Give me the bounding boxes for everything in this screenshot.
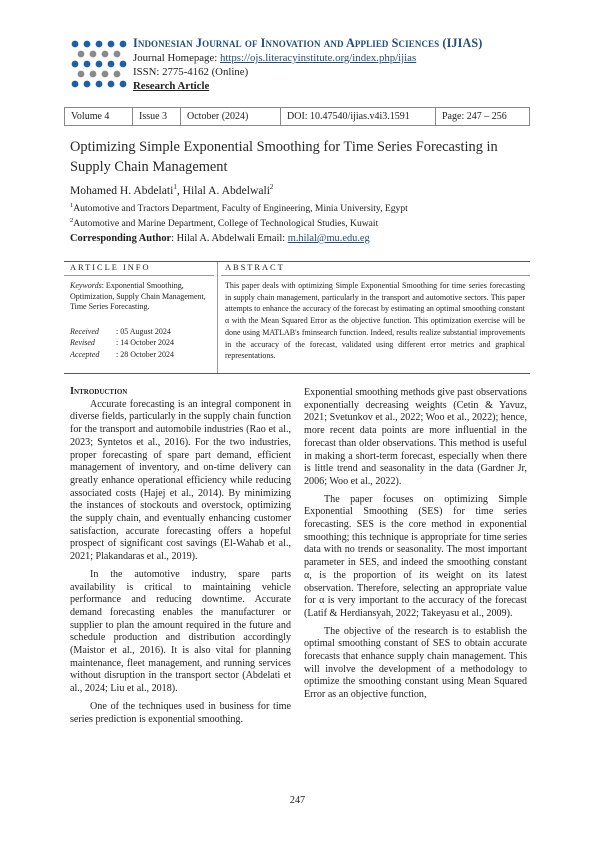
article-dates <box>70 326 174 360</box>
table-row <box>65 108 530 126</box>
paragraph: The paper focuses on optimizing Simple Exponential Smoothing (SES) for time series forecasting. SES is the core method in exponential smoothing; this technique is appropriate for time series data with no trends or seasonality. The most important parameter in SES, and indeed the smoothing constant α, is the proportion of its weight on its latest observation. Therefore, selecting an appropriate value for α is very important to the accuracy of the forecast (Latif & Herdiansyah, 2022; Takeyasu et al., 2009). <box>304 493 527 619</box>
accepted-row <box>70 349 174 360</box>
date-cell: October (2024) <box>181 108 281 126</box>
paragraph: Accurate forecasting is an integral component in diverse fields, particularly in the supply chain function for the transport and automobile industries (Rao et al., 2023; Syntetos et al., 2016). For the two industries, proper forecasting of spare part demand, efficient management of inventory, and on-time delivery can greatly enhance operational efficiency while reducing associated costs (Hajej et al., 2014). By minimizing the instances of stockouts and overstock, optimizing the supply chain, and eventually enhancing customer satisfaction, accurate forecasting offers a hopeful prospect of significant cost savings (El-Wahab et al., 2021; Plakandaras et al., 2019). <box>70 398 291 563</box>
body-left-column <box>70 386 291 731</box>
issue-cell: Issue 3 <box>133 108 181 126</box>
journal-title: Indonesian Journal of Innovation and Applied Sciences (IJIAS) <box>133 36 483 50</box>
author-1: Mohamed H. Abdelati <box>70 183 174 197</box>
info-divider <box>64 275 214 276</box>
divider-top <box>64 261 530 262</box>
article-info-heading: ARTICLE INFO <box>70 263 151 272</box>
section-heading-introduction: Introduction <box>70 386 128 397</box>
affiliation-2 <box>70 217 378 229</box>
homepage-link[interactable]: https://ojs.literacyinstitute.org/index.php/ijias <box>219 52 417 64</box>
revised-label: Revised <box>70 338 95 348</box>
revised-value: : 14 October 2024 <box>116 338 174 348</box>
paragraph: Exponential smoothing methods give past observations exponentially decreasing weights (Cetin & Yavuz, 2021; Svetunkov et al., 2022; Woo et al., 2022); hence, more recent data points are more influential in the forecast than older observations. This method is useful in making a short-term forecast, especially when there is little trend and seasonality in the data (Gardner Jr, 2006; Woo et al., 2022). <box>304 387 527 487</box>
affiliation-1 <box>70 202 408 214</box>
paragraph: The objective of the research is to establish the optimal smoothing constant of SES to obtain accurate forecasts that enhance supply chain management. This will involve the development of a methodology to optimize the smoothing constant using Mean Squared Error as an objective function, <box>304 625 527 701</box>
author-1-sup: 1 <box>173 183 177 191</box>
volume-cell: Volume 4 <box>65 108 133 126</box>
keywords-label: Keywords <box>70 281 102 290</box>
corresponding-author <box>70 233 370 244</box>
received-value: : 05 August 2024 <box>116 327 171 336</box>
page-number: 247 <box>289 795 306 806</box>
abstract-heading: ABSTRACT <box>225 263 285 272</box>
keywords-text: : Exponential Smoothing, Optimization, Supply Chain Management, Time Series Forecasting. <box>70 281 206 312</box>
abstract-divider <box>221 275 530 276</box>
abstract-text: This paper deals with optimizing Simple Exponential Smoothing for time series forecasting in supply chain management, particularly in the transport and automotive sectors. This paper attempts to enhance the accuracy of the forecast by estimating an optimal smoothing constant α with the Mean Squared Error as the objective function. This optimization exercise will be done using MATLAB's fminsearch function. Indeed, results realize substantial improvements in the accuracy of the forecast, validated using different error metrics and graphical representations. <box>225 281 525 361</box>
aff-1-sup: 1 <box>70 202 74 209</box>
author-separator: , <box>176 183 183 197</box>
journal-logo-icon <box>67 38 129 90</box>
divider-bottom <box>64 373 530 374</box>
aff-2-text: Automotive and Marine Department, College of Technological Studies, Kuwait <box>73 218 379 230</box>
journal-issn: ISSN: 2775-4162 (Online) <box>133 66 249 78</box>
column-divider <box>217 262 218 373</box>
corr-email-link[interactable]: m.hilal@mu.edu.eg <box>287 233 370 244</box>
pages-cell: Page: 247 – 256 <box>436 108 530 126</box>
corr-text: : Hilal A. Abdelwali Email: <box>171 233 288 244</box>
doi-cell: DOI: 10.47540/ijias.v4i3.1591 <box>281 108 436 126</box>
body-right-column <box>304 387 527 707</box>
author-2-sup: 2 <box>269 183 274 191</box>
aff-1-text: Automotive and Tractors Department, Faculty of Engineering, Minia University, Egypt <box>73 203 408 215</box>
revised-row <box>70 337 174 348</box>
author-list <box>70 183 273 197</box>
paper-title: Optimizing Simple Exponential Smoothing for Time Series Forecasting in Supply Chain Management <box>70 139 498 175</box>
article-type: Research Article <box>133 80 210 92</box>
paragraph: In the automotive industry, spare parts availability is critical to maintaining vehicle performance and reducing downtime. Accurate demand forecasting enables the manufacturer or supplier to plan the amount required in the future and schedule production and distribution accordingly (Maistor et al., 2016). It is also vital for planning maintenance, fleet management, and running services without disruption in the transport sector (Abdelati et al., 2024; Liu et al., 2018). <box>70 568 291 695</box>
paragraph: One of the techniques used in business for time series prediction is exponential smoothing. <box>70 700 291 725</box>
keywords <box>70 281 216 313</box>
accepted-label: Accepted <box>70 349 100 359</box>
issue-meta-table <box>64 107 530 126</box>
journal-homepage <box>133 52 416 64</box>
received-row <box>70 326 174 337</box>
homepage-label: Journal Homepage: <box>133 52 220 64</box>
aff-2-sup: 2 <box>70 217 74 224</box>
author-2: Hilal A. Abdelwali <box>182 183 270 197</box>
received-label: Received <box>70 327 99 336</box>
accepted-value: : 28 October 2024 <box>116 349 174 359</box>
corr-label: Corresponding Author <box>70 233 172 244</box>
